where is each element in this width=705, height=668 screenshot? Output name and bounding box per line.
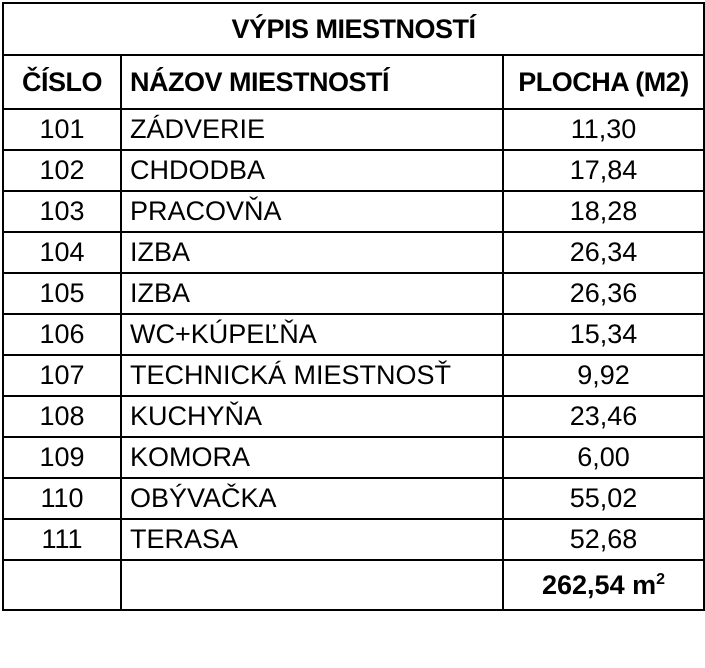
room-area: 6,00 [503,437,704,478]
table-title: VÝPIS MIESTNOSTÍ [3,3,704,55]
room-number: 108 [3,396,121,437]
room-name: ZÁDVERIE [121,109,503,150]
room-area: 26,36 [503,273,704,314]
table-row [3,355,704,396]
room-area: 9,92 [503,355,704,396]
room-name: PRACOVŇA [121,191,503,232]
total-empty-name [121,560,503,610]
room-name: TERASA [121,519,503,560]
room-name: IZBA [121,232,503,273]
room-name: TECHNICKÁ MIESTNOSŤ [121,355,503,396]
room-number: 111 [3,519,121,560]
total-row [3,560,704,610]
table-row [3,314,704,355]
room-number: 104 [3,232,121,273]
room-area: 18,28 [503,191,704,232]
table-row [3,437,704,478]
total-area-exponent: 2 [656,570,665,588]
total-empty-number [3,560,121,610]
table-row [3,109,704,150]
header-row [3,55,704,109]
room-name: CHDODBA [121,150,503,191]
room-number: 101 [3,109,121,150]
table-row [3,232,704,273]
title-row [3,3,704,55]
table-row [3,273,704,314]
room-number: 107 [3,355,121,396]
room-area: 55,02 [503,478,704,519]
total-area [503,560,704,610]
room-area: 17,84 [503,150,704,191]
room-number: 103 [3,191,121,232]
table-row [3,150,704,191]
room-area: 15,34 [503,314,704,355]
room-name: IZBA [121,273,503,314]
room-number: 106 [3,314,121,355]
room-name: WC+KÚPEĽŇA [121,314,503,355]
room-area: 26,34 [503,232,704,273]
room-area: 11,30 [503,109,704,150]
room-name: KOMORA [121,437,503,478]
room-area: 23,46 [503,396,704,437]
room-number: 105 [3,273,121,314]
room-number: 109 [3,437,121,478]
total-area-value: 262,54 m [542,569,657,600]
table-row [3,191,704,232]
header-number: ČÍSLO [3,55,121,109]
room-schedule-table [2,2,705,611]
room-area: 52,68 [503,519,704,560]
table-row [3,519,704,560]
table-row [3,396,704,437]
room-number: 110 [3,478,121,519]
header-area: PLOCHA (M2) [503,55,704,109]
room-name: OBÝVAČKA [121,478,503,519]
header-name: NÁZOV MIESTNOSTÍ [121,55,503,109]
room-number: 102 [3,150,121,191]
table-row [3,478,704,519]
room-name: KUCHYŇA [121,396,503,437]
